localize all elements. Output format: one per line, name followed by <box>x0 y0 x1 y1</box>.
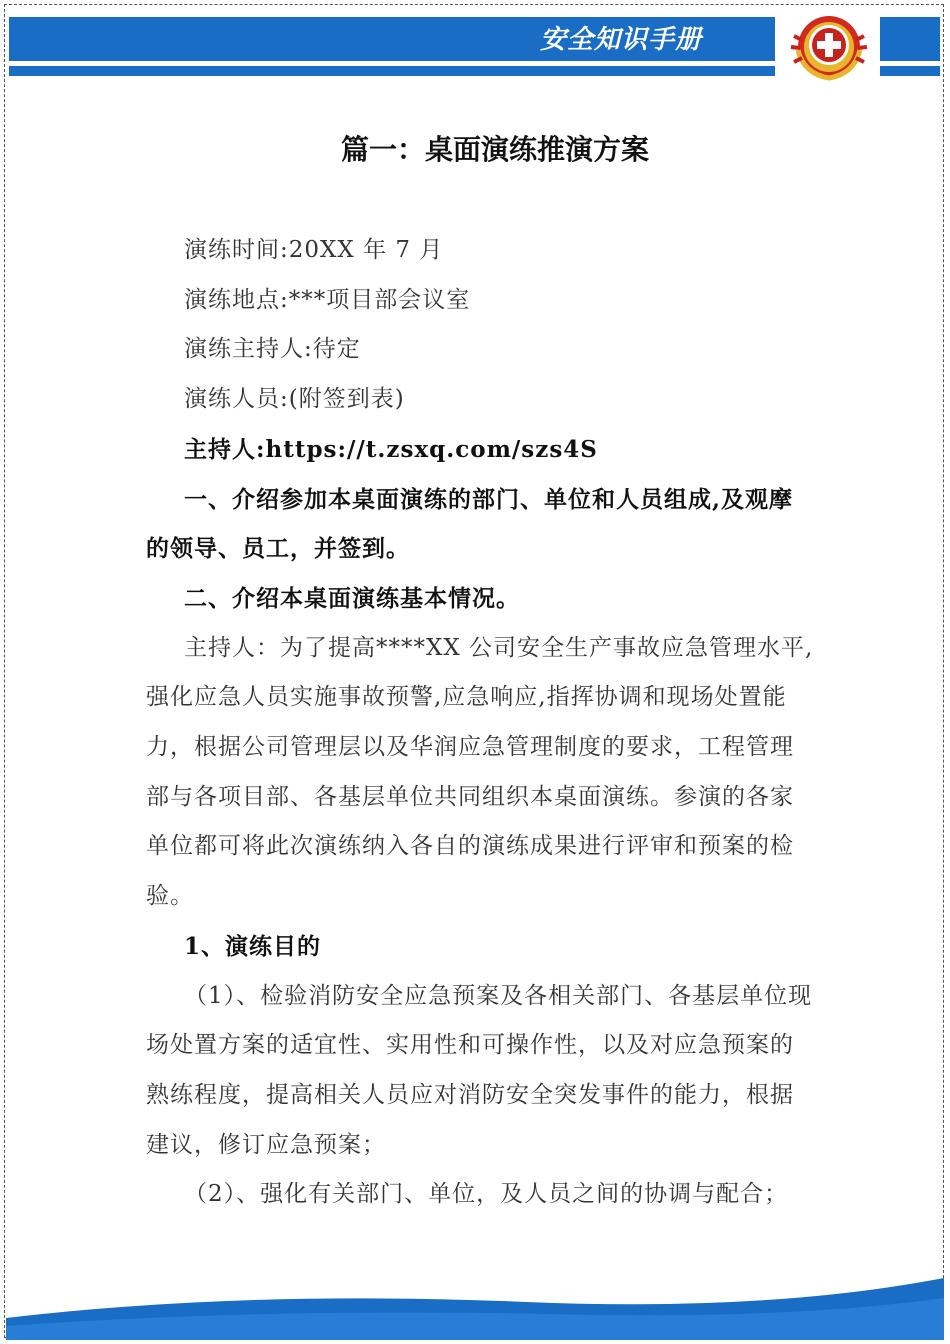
drill-host: 演练主持人:待定 <box>184 336 361 363</box>
purpose-item-1: （1）、检验消防安全应急预案及各相关部门、各基层单位现场处置方案的适宜性、实用性和可操作性，以及对应急预案的熟练程度，提高相关人员应对消防安全突发事件的能力，根据建议，修订应急预案； <box>146 982 813 1158</box>
host-link[interactable]: 主持人:https://t.zsxq.com/szs4S <box>184 435 598 463</box>
section-2-heading: 二、介绍本桌面演练基本情况。 <box>184 584 520 612</box>
safety-cross-emblem-icon <box>784 12 874 82</box>
document-title: 篇一：桌面演练推演方案 <box>340 133 649 166</box>
drill-time: 演练时间:20XX 年 7 月 <box>184 237 444 263</box>
purpose-heading: 1、演练目的 <box>184 932 322 960</box>
section-1-heading: 一、介绍参加本桌面演练的部门、单位和人员组成,及观摩的领导、员工，并签到。 <box>146 485 794 563</box>
drill-staff: 演练人员:(附签到表) <box>184 386 405 413</box>
header-right-underline <box>880 66 940 76</box>
drill-place: 演练地点:***项目部会议室 <box>184 286 471 313</box>
footer-wave <box>6 1268 944 1340</box>
header-title: 安全知识手册 <box>540 25 703 55</box>
intro-paragraph: 主持人：为了提高****XX 公司安全生产事故应急管理水平,强化应急人员实施事故预警,应急响应,指挥协调和现场处置能力，根据公司管理层以及华润应急管理制度的要求，工程管理部与各项目部、各基层单位共同组织本桌面演练。参演的各家单位都可将此次演练纳入各自的演练成果进行评审和预案的检验。 <box>146 634 814 910</box>
document-body <box>146 226 816 1220</box>
purpose-item-2: （2）、强化有关部门、单位，及人员之间的协调与配合； <box>184 1181 789 1208</box>
header-right-block <box>880 17 940 61</box>
header-underline-bar <box>9 66 775 76</box>
